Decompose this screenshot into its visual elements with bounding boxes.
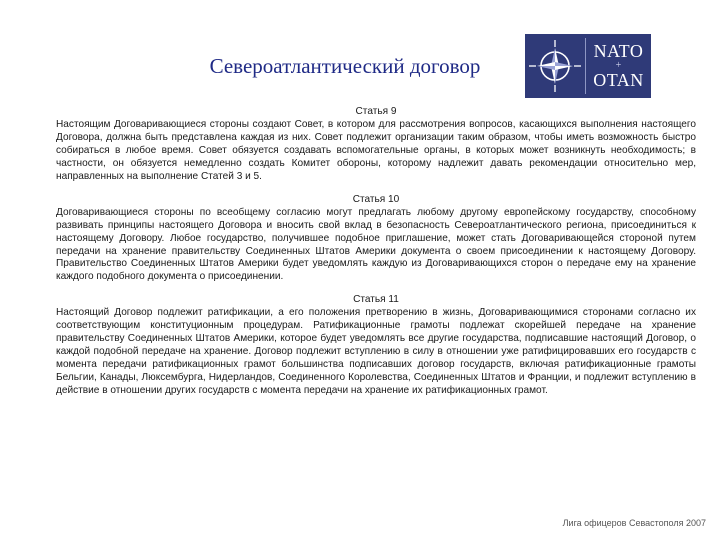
footer-credit: Лига офицеров Севастополя 2007 — [562, 518, 706, 528]
nato-logo — [525, 34, 651, 98]
article-heading: Статья 9 — [355, 106, 397, 117]
article-text: Настоящим Договаривающиеся стороны создают Совет, в котором для рассмотрения вопросов, касающихся выполнения настоящего Договора, должна быть представлена каждая из них. Совет подлежит организации таким образом, чтобы иметь возможность быстро собираться в любое время. Совет обязуется создавать вспомогательные органы, в которых может возникнуть необходимость; в частности, он обязуется немедленно создать Комитет обороны, которому надлежит давать рекомендации относительно мер, направленных на выполнение Статей 3 и 5. — [56, 118, 696, 182]
article-heading: Статья 11 — [353, 294, 399, 306]
article-text: Договаривающиеся стороны по всеобщему согласию могут предлагать любому другому европейскому государству, способному развивать принципы настоящего Договора и вносить свой вклад в безопасность Североатлантического региона, присоединиться к настоящему Договору. Любое государство, получившее подобное приглашение, может стать Договаривающейся стороной путем передачи на хранение правительству Соединенных Штатов Америки документа о своем присоединении к настоящему Договору. Правительство Соединенных Штатов Америки будет уведомлять каждую из Договаривающихся сторон о передаче ему на хранение каждого подобного документа о присоединении. — [56, 206, 696, 283]
article-text: Настоящий Договор подлежит ратификации, а его положения претворению в жизнь, Договаривающимися сторонами согласно их соответствующим конституционным процедурам. Ратификационные грамоты подлежат скорейшей передаче на хранение правительству Соединенных Штатов Америки, которое будет уведомлять все другие государства, подписавшие настоящий Договор, о каждой подобной передаче на хранение. Договор подлежит вступлению в силу в отношении уже ратифицировавших его государств с момента передачи ратификационных грамот большинства подписавших договор государств, включая ратификационные грамоты Бельгии, Канады, Люксембурга, Нидерландов, Соединенного Королевства, Соединенных Штатов и Франции, и подлежит вступлению в действие в отношении других государств с момента передачи на хранение их ратификационных грамот. — [56, 307, 696, 397]
article-10 — [56, 194, 696, 285]
article-9 — [56, 106, 696, 184]
nato-compass-icon — [525, 34, 585, 98]
article-11 — [56, 294, 696, 398]
document-body — [56, 106, 696, 408]
logo-word-otan: OTAN — [593, 70, 644, 90]
article-heading: Статья 10 — [352, 193, 400, 205]
logo-word-nato: NATO — [593, 41, 644, 61]
page-title: Североатлантический договор — [209, 54, 481, 78]
logo-wordmark — [586, 34, 651, 98]
logo-separator: + — [615, 60, 622, 71]
